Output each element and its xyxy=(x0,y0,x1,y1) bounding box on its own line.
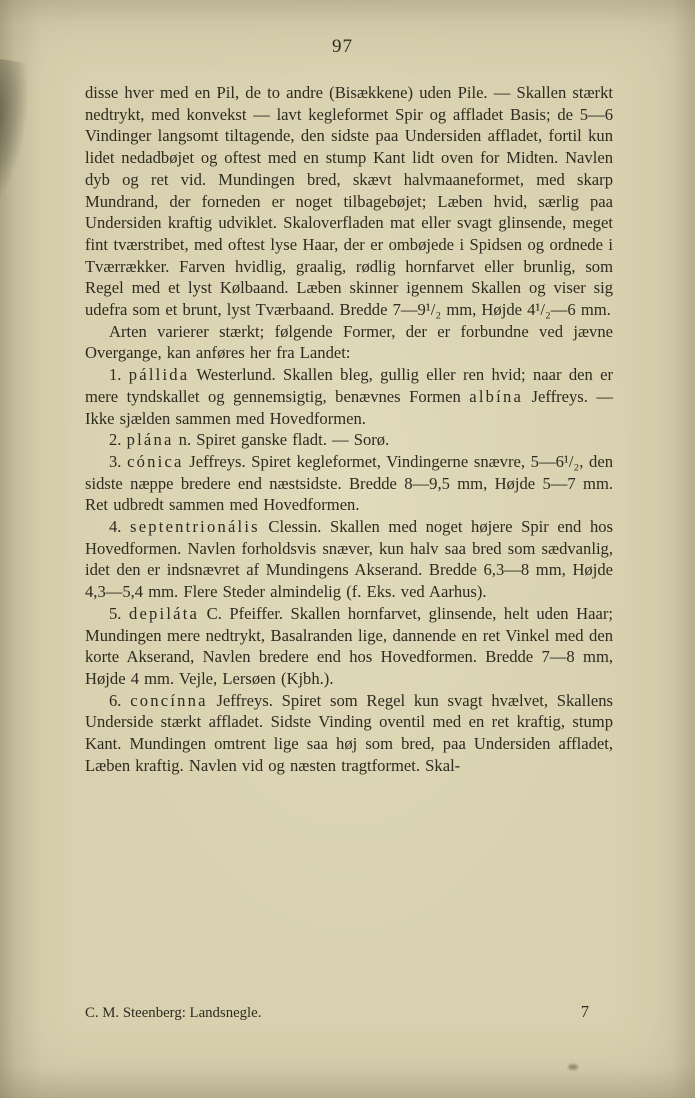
text-run: 4. xyxy=(109,517,131,537)
page-corner-shadow xyxy=(0,58,34,213)
variety-name: albína xyxy=(469,386,524,406)
text-run: Arten varierer stærkt; følgende Former, der er forbundne ved jævne Overgange, kan anføres her fra Landet: xyxy=(85,321,613,363)
text-run: 2. xyxy=(109,430,127,450)
paragraph-varieties-intro xyxy=(85,321,613,364)
text-run: n. Spiret ganske fladt. — Sorø. xyxy=(173,430,390,450)
variety-name: concínna xyxy=(130,690,208,710)
text-run: Westerlund. Skallen bleg, gullig eller ren hvid; naar den er mere tyndskallet og gennemsigtig, benævnes Formen xyxy=(85,365,614,406)
variety-name: septentrionális xyxy=(130,517,260,537)
text-run: Clessin. Skallen med noget højere Spir end hos Hovedformen. Navlen forholdsvis snæver, kun halv saa bred som sædvanlig, idet den er indsnævret af Mundingens Akserand. Bredde 6,3—8 mm, Højde 4,3—5,4 mm. Flere Steder almindelig (f. Eks. ved Aarhus). xyxy=(85,517,613,602)
text-run: Jeffreys. Spiret kegleformet, Vindingerne snævre, 5—6¹/₂, den sidste næppe bredere end næstsidste. Bredde 8—9,5 mm, Højde 5—7 mm. Ret udbredt sammen med Hovedformen. xyxy=(85,451,613,515)
text-run: 5. xyxy=(109,603,129,623)
text-run: 3. xyxy=(109,451,128,471)
paragraph-variety-2 xyxy=(85,429,613,451)
text-run: Jeffreys. Spiret som Regel kun svagt hvælvet, Skallens Underside stærkt affladet. Sidste Vinding oventil med en ret kraftig, stump Kant. Mundingen omtrent lige saa høj som bred, paa Undersiden affladet, Læben kraftig. Navlen vid og næsten tragtformet. Skal- xyxy=(85,690,614,775)
text-run: 1. xyxy=(109,365,129,385)
page-number: 97 xyxy=(332,36,353,57)
paragraph-variety-4 xyxy=(85,516,613,603)
variety-name: cónica xyxy=(127,451,184,471)
page-footer xyxy=(85,1002,613,1022)
paper-blemish xyxy=(568,1064,578,1070)
paragraph-variety-3 xyxy=(85,451,613,516)
paragraph-variety-6 xyxy=(85,690,613,777)
variety-name: depiláta xyxy=(128,603,200,623)
text-run: 6. xyxy=(109,690,131,710)
variety-name: plána xyxy=(126,430,174,450)
paragraph-variety-5 xyxy=(85,603,613,690)
text-run: disse hver med en Pil, de to andre (Bisækkene) uden Pile. — Skallen stærkt nedtrykt, med konvekst — lavt kegleformet Spir og affladet Basis; de 5—6 Vindinger langsomt tiltagende, den sidste paa Undersiden affladet, fortil kun lidet nedadbøjet og oftest med en stump Kant lidt oven for Midten. Navlen dyb og ret vid. Mundingen bred, skævt halvmaaneformet, med skarp Mundrand, der forneden er noget tilbagebøjet; Læben hvid, særlig paa Undersiden kraftig udviklet. Skaloverfladen mat eller svagt glinsende, meget fint tværstribet, med oftest lyse Haar, der er ombøjede i Spidsen og ordnede i Tværrækker. Farven hvidlig, graalig, rødlig hornfarvet eller brunlig, som Regel med et lyst Kølbaand. Læben skinner igennem Skallen og viser sig udefra som et brunt, lyst Tværbaand. Bredde 7—9¹/₂ mm, Højde 4¹/₂—6 mm. xyxy=(85,83,613,320)
paragraph-description xyxy=(85,82,613,321)
paragraph-variety-1 xyxy=(85,364,613,429)
text-run: Jeffreys. — Ikke sjælden sammen med Hovedformen. xyxy=(85,386,613,428)
signature-mark: 7 xyxy=(580,1002,589,1021)
text-run: C. Pfeiffer. Skallen hornfarvet, glinsende, helt uden Haar; Mundingen mere nedtrykt, Basalranden lige, dannende en ret Vinkel med den korte Akserand, Navlen bredere end hos Hovedformen. Bredde 7—8 mm, Højde 4 mm. Vejle, Lersøen (Kjbh.). xyxy=(85,603,613,688)
running-title: C. M. Steenberg: Landsnegle. xyxy=(85,1005,262,1021)
variety-name: pállida xyxy=(128,365,190,385)
body-text-block xyxy=(85,82,613,777)
